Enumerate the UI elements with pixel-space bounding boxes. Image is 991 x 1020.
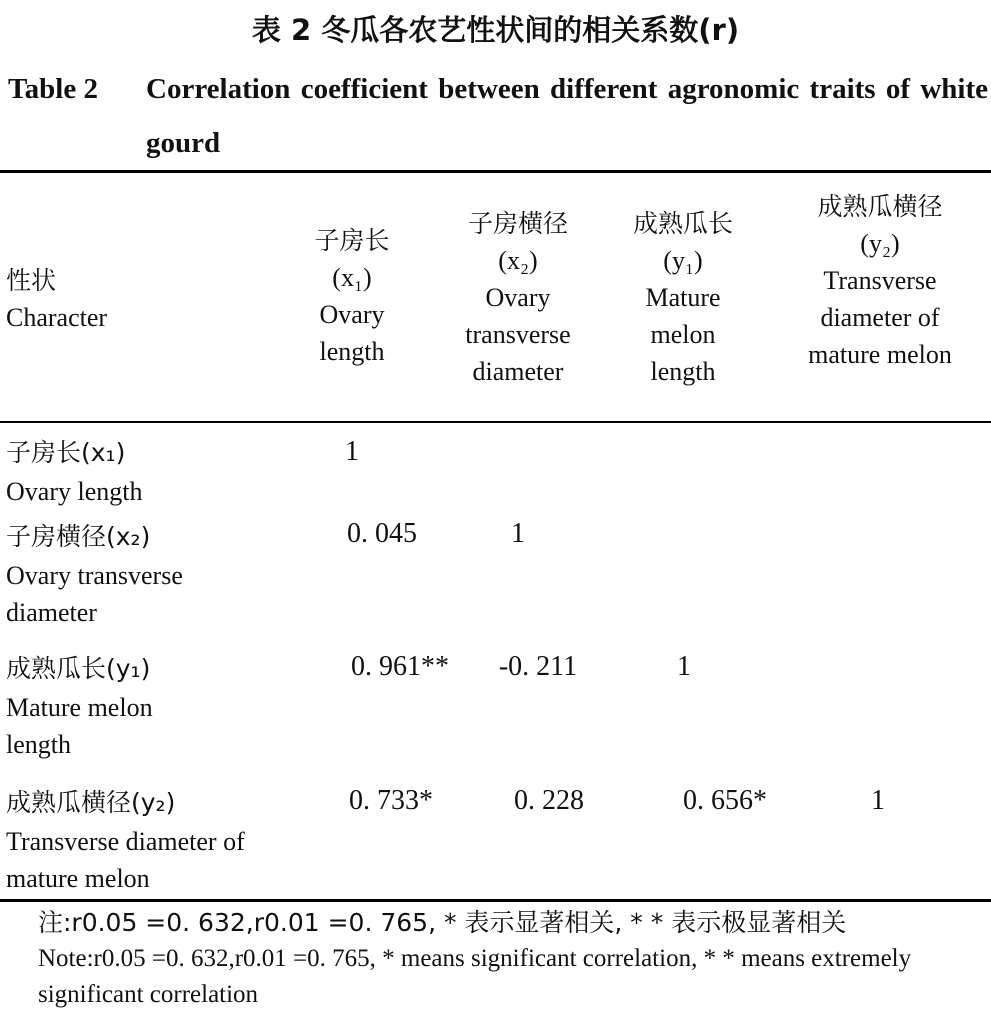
- header-col-cn: 子房横径: [467, 209, 568, 238]
- table-label: Table 2: [8, 73, 98, 105]
- header-col-en: Ovary length: [319, 300, 385, 366]
- table-cell: 1: [871, 785, 885, 816]
- header-col-var: (y₂): [860, 229, 900, 258]
- note-chinese: 注:r0.05 =0. 632,r0.01 =0. 765, * 表示显著相关, * * 表示极显著相关: [38, 908, 847, 937]
- header-col-transverse-diameter-mature-melon: [800, 188, 960, 373]
- header-col-en: Transverse diameter of mature melon: [808, 266, 952, 369]
- bottom-rule: [0, 899, 991, 902]
- header-col-cn: 成熟瓜横径: [817, 192, 943, 221]
- row-label-en: Mature melon length: [6, 693, 153, 759]
- table-cell: -0. 211: [498, 651, 578, 682]
- header-rule: [0, 421, 991, 423]
- row-label-ovary-length: [6, 432, 276, 510]
- row-label-transverse-diameter-mature-melon: [6, 782, 286, 897]
- header-col-cn: 成熟瓜长: [632, 209, 733, 238]
- table-cell: 0. 656*: [683, 785, 767, 816]
- row-label-mature-melon-length: [6, 648, 196, 763]
- row-label-en: Ovary length: [6, 477, 143, 506]
- table-title-chinese: 表 2 冬瓜各农艺性状间的相关系数(r): [251, 13, 740, 47]
- row-label-en: Transverse diameter of mature melon: [6, 827, 245, 893]
- header-col-var: (y₁): [663, 246, 703, 275]
- header-col-ovary-length: [288, 222, 416, 370]
- header-row-column: [6, 262, 206, 336]
- header-col-var: (x₁): [332, 263, 372, 292]
- table-cell: 0. 733*: [349, 785, 433, 816]
- table-cell: 0. 961**: [351, 651, 449, 682]
- row-label-cn: 成熟瓜长(y₁): [6, 654, 151, 683]
- table-cell: 0. 045: [347, 518, 417, 549]
- header-col-var: (x₂): [498, 246, 538, 275]
- table-cell: 1: [511, 518, 525, 549]
- table-cell: 1: [345, 436, 359, 467]
- header-col-mature-melon-length: [618, 205, 748, 390]
- row-label-ovary-transverse-diameter: [6, 516, 236, 631]
- note-english: Note:r0.05 =0. 632,r0.01 =0. 765, * means significant correlation, * * means extremely significant correlation: [38, 945, 912, 1008]
- header-character-en: Character: [6, 303, 108, 332]
- table-cell: 0. 228: [514, 785, 584, 816]
- row-label-cn: 子房横径(x₂): [6, 522, 151, 551]
- table-note: [38, 905, 978, 1013]
- header-col-ovary-transverse-diameter: [450, 205, 586, 390]
- header-character-cn: 性状: [6, 266, 57, 295]
- table-cell: 1: [677, 651, 691, 682]
- header-col-cn: 子房长: [314, 226, 390, 255]
- header-col-en: Ovary transverse diameter: [465, 283, 571, 386]
- row-label-en: Ovary transverse diameter: [6, 561, 183, 627]
- table-caption: Correlation coefficient between different agronomic traits of white gourd: [146, 73, 988, 159]
- row-label-cn: 成熟瓜横径(y₂): [6, 788, 176, 817]
- header-col-en: Mature melon length: [645, 283, 721, 386]
- top-rule: [0, 170, 991, 173]
- row-label-cn: 子房长(x₁): [6, 438, 126, 467]
